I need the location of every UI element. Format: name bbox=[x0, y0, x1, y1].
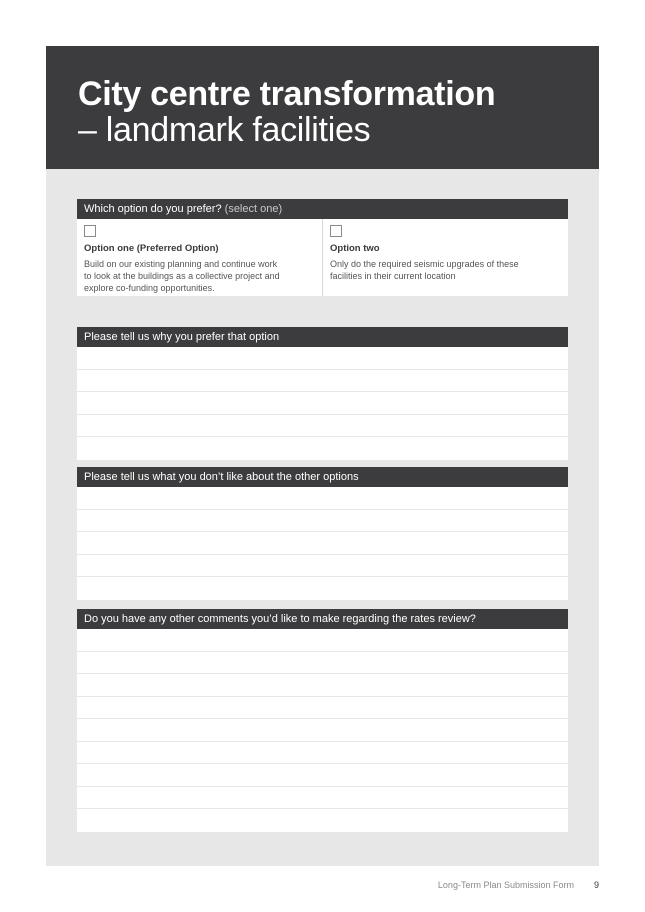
why-prefer-line[interactable] bbox=[77, 347, 568, 370]
option-preference-bar bbox=[77, 199, 568, 219]
dislike-options-label: Please tell us what you don’t like about the other options bbox=[77, 467, 568, 487]
dislike-options-section bbox=[77, 467, 568, 600]
option-one-checkbox[interactable] bbox=[84, 225, 96, 237]
why-prefer-line[interactable] bbox=[77, 392, 568, 415]
other-comments-line[interactable] bbox=[77, 697, 568, 720]
option-one-title: Option one (Preferred Option) bbox=[84, 243, 219, 254]
other-comments-line[interactable] bbox=[77, 719, 568, 742]
page-footer bbox=[438, 880, 599, 890]
why-prefer-line[interactable] bbox=[77, 437, 568, 460]
other-comments-answer-area bbox=[77, 629, 568, 832]
option-two-title: Option two bbox=[330, 243, 380, 254]
why-prefer-section bbox=[77, 327, 568, 460]
options-row bbox=[77, 219, 568, 296]
other-comments-line[interactable] bbox=[77, 652, 568, 675]
footer-form-name: Long-Term Plan Submission Form bbox=[437, 880, 574, 890]
option-one-description: Build on our existing planning and continue work to look at the buildings as a collective project and explore co-funding opportunities. bbox=[84, 259, 280, 293]
other-comments-label: Do you have any other comments you’d like to make regarding the rates review? bbox=[77, 609, 568, 629]
why-prefer-answer-area bbox=[77, 347, 568, 460]
page-header bbox=[46, 46, 599, 169]
option-one bbox=[77, 219, 322, 296]
option-two-description: Only do the required seismic upgrades of these facilities in their current location bbox=[330, 259, 519, 281]
why-prefer-line[interactable] bbox=[77, 415, 568, 438]
dislike-options-answer-area bbox=[77, 487, 568, 600]
dislike-options-line[interactable] bbox=[77, 510, 568, 533]
dislike-options-line[interactable] bbox=[77, 577, 568, 600]
other-comments-line[interactable] bbox=[77, 787, 568, 810]
form-area bbox=[46, 169, 599, 866]
page-title: City centre transformation bbox=[78, 75, 496, 113]
dislike-options-line[interactable] bbox=[77, 532, 568, 555]
dislike-options-line[interactable] bbox=[77, 487, 568, 510]
other-comments-line[interactable] bbox=[77, 629, 568, 652]
other-comments-line[interactable] bbox=[77, 742, 568, 765]
other-comments-section bbox=[77, 609, 568, 832]
other-comments-line[interactable] bbox=[77, 764, 568, 787]
option-preference-section bbox=[77, 199, 568, 296]
option-preference-label: Which option do you prefer? bbox=[84, 203, 222, 215]
other-comments-line[interactable] bbox=[77, 674, 568, 697]
why-prefer-line[interactable] bbox=[77, 370, 568, 393]
page-number: 9 bbox=[593, 880, 599, 890]
page-subtitle: – landmark facilities bbox=[78, 111, 371, 149]
option-two-checkbox[interactable] bbox=[330, 225, 342, 237]
option-preference-hint: (select one) bbox=[224, 203, 283, 215]
other-comments-line[interactable] bbox=[77, 809, 568, 832]
dislike-options-line[interactable] bbox=[77, 555, 568, 578]
why-prefer-label: Please tell us why you prefer that option bbox=[77, 327, 568, 347]
option-two bbox=[322, 219, 568, 296]
